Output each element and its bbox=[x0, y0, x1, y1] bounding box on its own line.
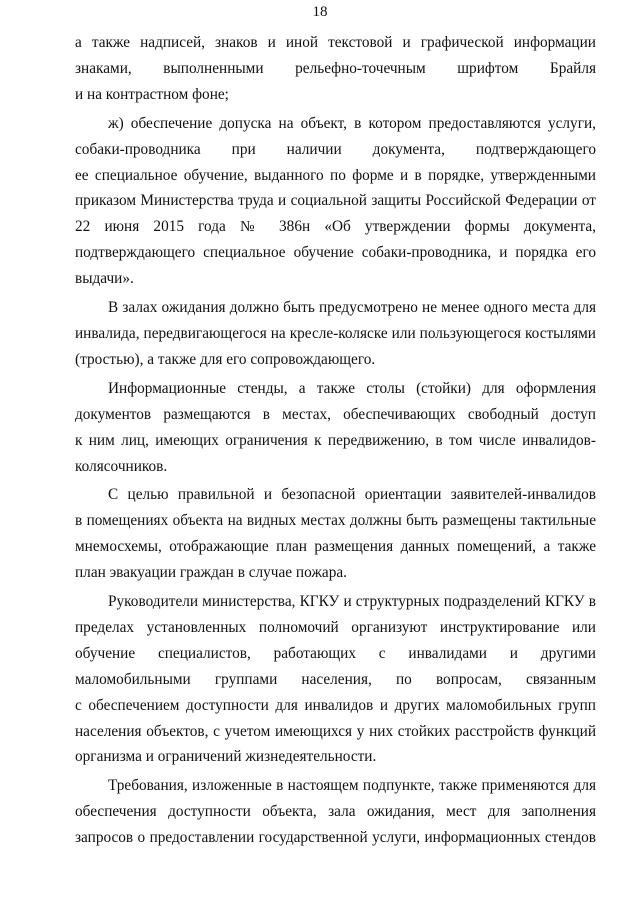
text-line: населения объектов, с учетом имеющихся у них стойких расстройств функций bbox=[75, 722, 596, 740]
text-line: обучение специалистов, работающих с инвалидами и другими bbox=[75, 644, 596, 662]
text-line: (тростью), а также для его сопровождающего. bbox=[75, 350, 376, 368]
text-line: маломобильными группами населения, по вопросам, связанным bbox=[75, 670, 596, 688]
paragraph bbox=[75, 773, 596, 851]
text-line: план эвакуации граждан в случае пожара. bbox=[75, 564, 347, 582]
text-line: документов размещаются в местах, обеспечивающих свободный доступ bbox=[75, 405, 596, 423]
text-line: запросов о предоставлении государственной услуги, информационных стендов bbox=[75, 829, 596, 847]
text-line: с обеспечением доступности для инвалидов и других маломобильных групп bbox=[75, 696, 596, 714]
text-line: В залах ожидания должно быть предусмотрено не менее одного места для bbox=[108, 299, 596, 317]
text-line: С целью правильной и безопасной ориентации заявителей-инвалидов bbox=[108, 486, 596, 504]
text-line: а также надписей, знаков и иной текстовой и графической информации bbox=[75, 34, 596, 51]
text-line: мнемосхемы, отображающие план размещения данных помещений, а также bbox=[75, 538, 596, 556]
document-body bbox=[75, 30, 596, 851]
text-line: ж) обеспечение допуска на объект, в котором предоставляются услуги, bbox=[108, 114, 596, 132]
text-line: Руководители министерства, КГКУ и структурных подразделений КГКУ в bbox=[108, 593, 596, 611]
text-line: и на контрастном фоне; bbox=[75, 85, 229, 103]
paragraph bbox=[75, 482, 596, 586]
paragraph bbox=[75, 589, 596, 770]
text-line: знаками, выполненными рельефно-точечным шрифтом Брайля bbox=[75, 59, 596, 77]
text-line: пределах установленных полномочий организуют инструктирование или bbox=[75, 618, 596, 636]
text-line: ее специальное обучение, выданного по форме и в порядке, утвержденными bbox=[75, 166, 596, 184]
text-line: в помещениях объекта на видных местах должны быть размещены тактильные bbox=[75, 512, 596, 530]
paragraph bbox=[75, 30, 596, 108]
text-line: подтверждающего специальное обучение собаки-проводника, и порядка его bbox=[75, 244, 596, 262]
paragraph bbox=[75, 111, 596, 292]
paragraph bbox=[75, 376, 596, 480]
text-line: собаки-проводника при наличии документа, подтверждающего bbox=[75, 140, 596, 158]
page-number: 18 bbox=[312, 4, 328, 20]
text-line: обеспечения доступности объекта, зала ожидания, мест для заполнения bbox=[75, 803, 596, 821]
text-line: инвалида, передвигающегося на кресле-коляске или пользующегося костылями bbox=[75, 324, 596, 342]
text-line: 22 июня 2015 года № 386н «Об утверждении формы документа, bbox=[75, 218, 596, 236]
text-line: Требования, изложенные в настоящем подпункте, также применяются для bbox=[108, 777, 596, 795]
text-line: колясочников. bbox=[75, 457, 168, 475]
text-line: выдачи». bbox=[75, 270, 134, 288]
text-line: к ним лиц, имеющих ограничения к передвижению, в том числе инвалидов- bbox=[75, 431, 596, 449]
paragraph bbox=[75, 295, 596, 373]
text-line: приказом Министерства труда и социальной защиты Российской Федерации от bbox=[75, 192, 596, 210]
text-line: Информационные стенды, а также столы (стойки) для оформления bbox=[108, 379, 596, 397]
text-line: организма и ограничений жизнедеятельности. bbox=[75, 748, 377, 766]
